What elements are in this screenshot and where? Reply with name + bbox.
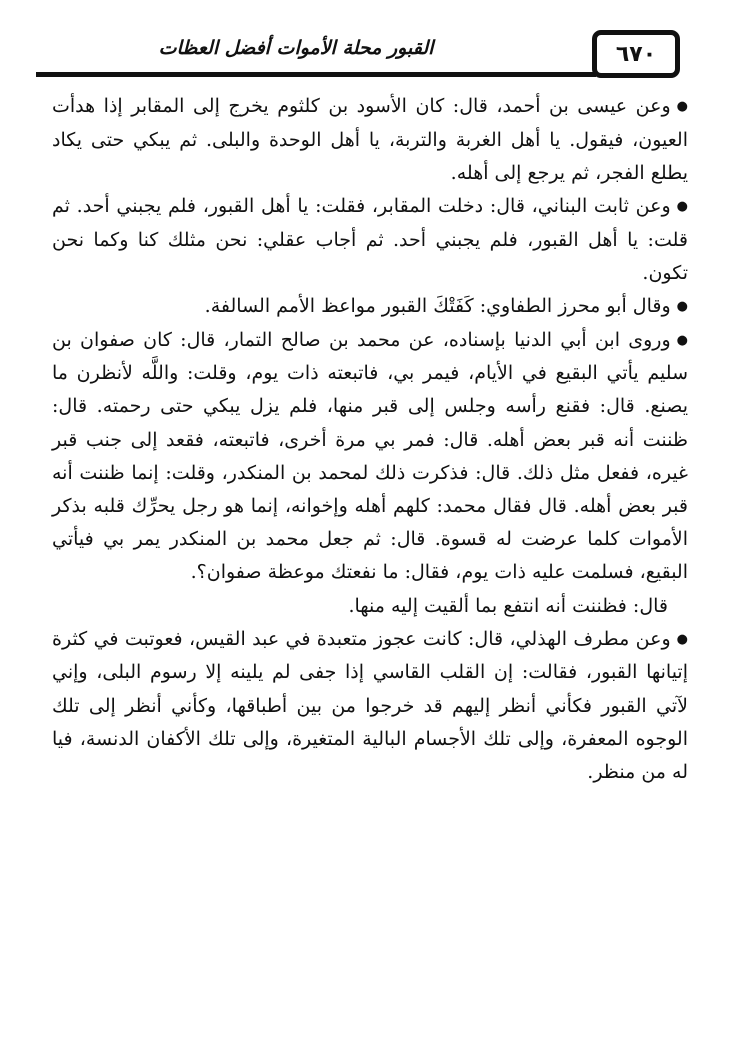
- page-number: ٦٧٠: [615, 41, 657, 67]
- paragraph: [52, 623, 688, 789]
- bullet-icon: ●: [676, 299, 688, 315]
- bullet-icon: ●: [676, 632, 688, 648]
- paragraph-text: وعن ثابت البناني، قال: دخلت المقابر، فقلت: يا أهل القبور، فلم يجبني أحد. ثم قلت: يا أهل القبور، فلم يجبني أحد. ثم أجاب عقلي: نحن مثلك كنا وكما نحن تكون.: [52, 195, 688, 284]
- paragraph: [52, 190, 688, 290]
- paragraph-text: وعن مطرف الهذلي، قال: كانت عجوز متعبدة في عبد القيس، فعوتبت في كثرة إتيانها القبور، فقالت: إن القلب القاسي إذا جفى لم يلينه إلا رسوم البلى، وإني لآتي القبور فكأني أنظر إليهم قد خرجوا من بين أطباقها، وكأني أنظر إلى تلك الوجوه المعفرة، وإلى تلك الأجسام البالية المتغيرة، وإلى تلك الأكفان الدنسة، فيا له من منظر.: [52, 627, 688, 784]
- bullet-icon: ●: [676, 99, 688, 115]
- page-header: [36, 30, 656, 84]
- paragraph-text: وعن عيسى بن أحمد، قال: كان الأسود بن كلثوم يخرج إلى المقابر إذا هدأت العيون، فيقول. يا أهل الغربة والتربة، يا أهل الوحدة والبلى. ثم يبكي حتى يكاد يطلع الفجر، ثم يرجع إلى أهله.: [52, 95, 688, 184]
- paragraph-text: قال: فظننت أنه انتفع بما ألقيت إليه منها.: [348, 594, 668, 617]
- header-rule: [36, 72, 596, 77]
- body-text: [52, 90, 688, 789]
- paragraph: [52, 324, 688, 590]
- page-number-box: [592, 30, 680, 78]
- paragraph: [52, 90, 688, 190]
- bullet-icon: ●: [676, 332, 688, 348]
- running-title: القبور محلة الأموات أفضل العظات: [158, 37, 434, 59]
- bullet-icon: ●: [676, 199, 688, 215]
- paragraph-text: وروى ابن أبي الدنيا بإسناده، عن محمد بن صالح التمار، قال: كان صفوان بن سليم يأتي البقيع في الأيام، فيمر بي، فاتبعته ذات يوم، وقلت: واللَّه لأنظرن ما يصنع. قال: فقنع رأسه وجلس إلى قبر منها، فلم يزل يبكي حتى رحمته. قال: ظننت أنه قبر بعض أهله. قال: فمر بي مرة أخرى، فاتبعته، فقعد إلى جنب قبر غيره، ففعل مثل ذلك. قال: فذكرت ذلك لمحمد بن المنكدر، وقلت: إنما ظننت أنه قبر بعض أهله. قال فقال محمد: كلهم أهله وإخوانه، إنما هو رجل يحرِّك قلبه بذكر الأموات كلما عرضت له قسوة. قال: ثم جعل محمد بن المنكدر يمر بي فيأتي البقيع، فسلمت عليه ذات يوم، فقال: ما نفعتك موعظة صفوان؟.: [52, 328, 688, 584]
- paragraph: [52, 290, 688, 324]
- paragraph: [52, 590, 688, 623]
- paragraph-text: وقال أبو محرز الطفاوي: كَفَتْكَ القبور مواعظ الأمم السالفة.: [204, 295, 671, 317]
